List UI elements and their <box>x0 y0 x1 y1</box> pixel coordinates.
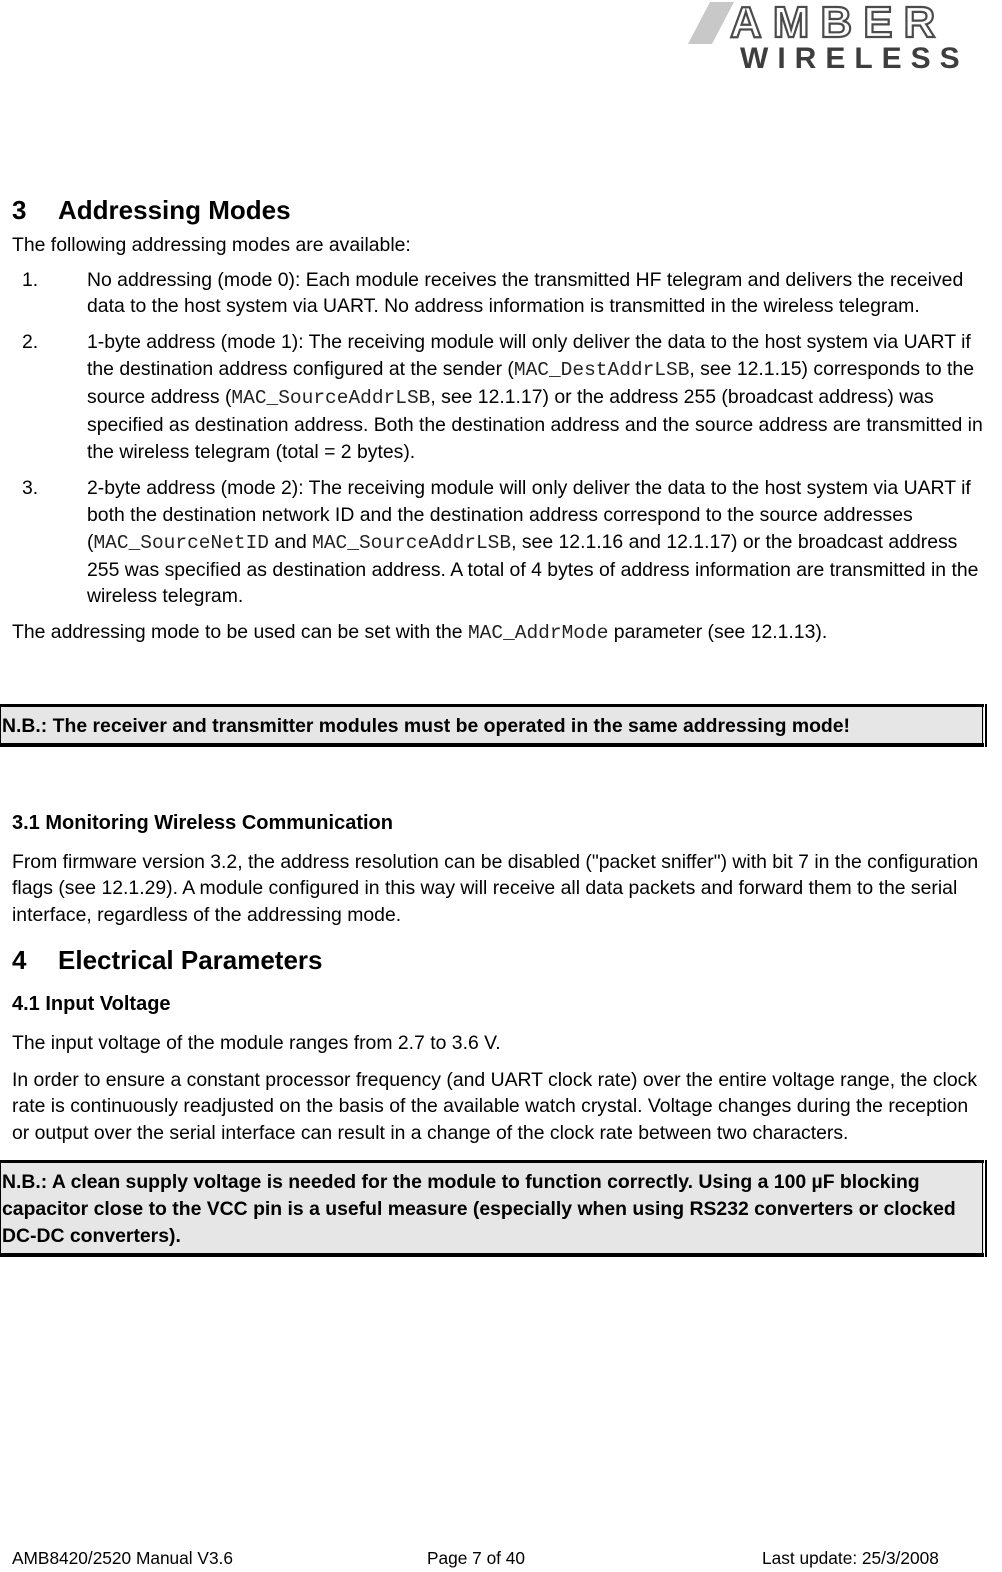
list-item-text: and <box>269 530 313 553</box>
code-mac-sourceaddrlsb: MAC_SourceAddrLSB <box>312 531 512 554</box>
code-mac-addrmode: MAC_AddrMode <box>467 622 609 645</box>
footer-manual-version: AMB8420/2520 Manual V3.6 <box>12 1548 233 1568</box>
addressing-modes-list <box>12 267 987 611</box>
code-mac-sourcenetid: MAC_SourceNetID <box>93 531 269 554</box>
section-number: 3 <box>12 195 27 225</box>
section-3-1-text: From firmware version 3.2, the address resolution can be disabled ("packet sniffer") with bit 7 in the configuration flags (see 12.1.29). A module configured in this way will receive all data packets and forward them to the serial interface, regardless of the addressing mode. <box>12 850 979 926</box>
section-3-heading <box>12 192 987 228</box>
clock-rate-paragraph: In order to ensure a constant processor frequency (and UART clock rate) over the entire voltage range, the clock rate is continuously readjusted on the basis of the available watch crystal. Voltage changes during the reception or output over the serial interface can result in a change of the clock rate between two characters. <box>12 1068 978 1144</box>
code-mac-destaddrlsb: MAC_DestAddrLSB <box>513 359 690 382</box>
amber-wireless-logo <box>688 2 980 74</box>
list-item-text: 2-byte address (mode 2): The receiving module will only deliver the data to the host system via UART if both the destination network ID and the destination address correspond to the source addresses ( <box>87 476 971 553</box>
paragraph-text: The addressing mode to be used can be set with the <box>12 621 468 644</box>
section-title: Addressing Modes <box>58 195 291 225</box>
input-voltage-range: The input voltage of the module ranges from 2.7 to 3.6 V. <box>12 1032 501 1055</box>
logo-slash-icon <box>688 2 734 44</box>
note-box-addressing: N.B.: The receiver and transmitter modules must be operated in the same addressing mode! <box>0 704 984 747</box>
section-title: Electrical Parameters <box>58 945 323 976</box>
list-item-text: , see 12.1.15) corresponds to the source address ( <box>87 358 974 409</box>
list-item-text: 1-byte address (mode 1): The receiving module will only deliver the data to the host system via UART if the destination address configured at the sender ( <box>87 331 971 381</box>
main-content <box>2 192 987 1257</box>
list-item <box>12 475 987 611</box>
paragraph-text: parameter (see 12.1.13). <box>608 621 828 644</box>
list-item-number: 2. <box>22 331 39 354</box>
list-item <box>12 267 987 321</box>
section-3-1-heading: 3.1 Monitoring Wireless Communication <box>12 811 393 834</box>
footer-page-number: Page 7 of 40 <box>427 1548 526 1568</box>
list-item-text: , see 12.1.17) or the address 255 (broadcast address) was specified as destination address. Both the destination address and the source address are transmitted in the wireless telegram (total = 2 bytes). <box>87 386 983 463</box>
page-footer <box>12 1547 957 1569</box>
list-item-number: 3. <box>22 476 39 499</box>
list-item-text: , see 12.1.16 and 12.1.17) or the broadcast address 255 was specified as destination address. A total of 4 bytes of address information are transmitted in the wireless telegram. <box>87 530 979 608</box>
section-4-1-heading: 4.1 Input Voltage <box>12 993 171 1016</box>
logo-wireless-text: WIRELESS <box>740 42 969 75</box>
note-box-supply-voltage: N.B.: A clean supply voltage is needed for the module to function correctly. Using a 100 µF blocking capacitor close to the VCC pin is a useful measure (especially when using RS232 converters or clocked DC-DC converters). <box>0 1160 984 1257</box>
list-item-text: No addressing (mode 0): Each module receives the transmitted HF telegram and delivers the received data to the host system via UART. No address information is transmitted in the wireless telegram. <box>87 268 964 318</box>
section-number: 4 <box>12 945 27 976</box>
list-item <box>12 329 987 466</box>
logo-amber-text: AMBER <box>730 0 947 47</box>
code-mac-sourceaddrlsb: MAC_SourceAddrLSB <box>231 387 431 410</box>
footer-last-update: Last update: 25/3/2008 <box>762 1548 939 1568</box>
addressing-mode-paragraph <box>12 619 987 647</box>
section-3-intro: The following addressing modes are available: <box>12 234 411 256</box>
list-item-number: 1. <box>22 268 39 291</box>
section-4-heading <box>12 942 987 978</box>
